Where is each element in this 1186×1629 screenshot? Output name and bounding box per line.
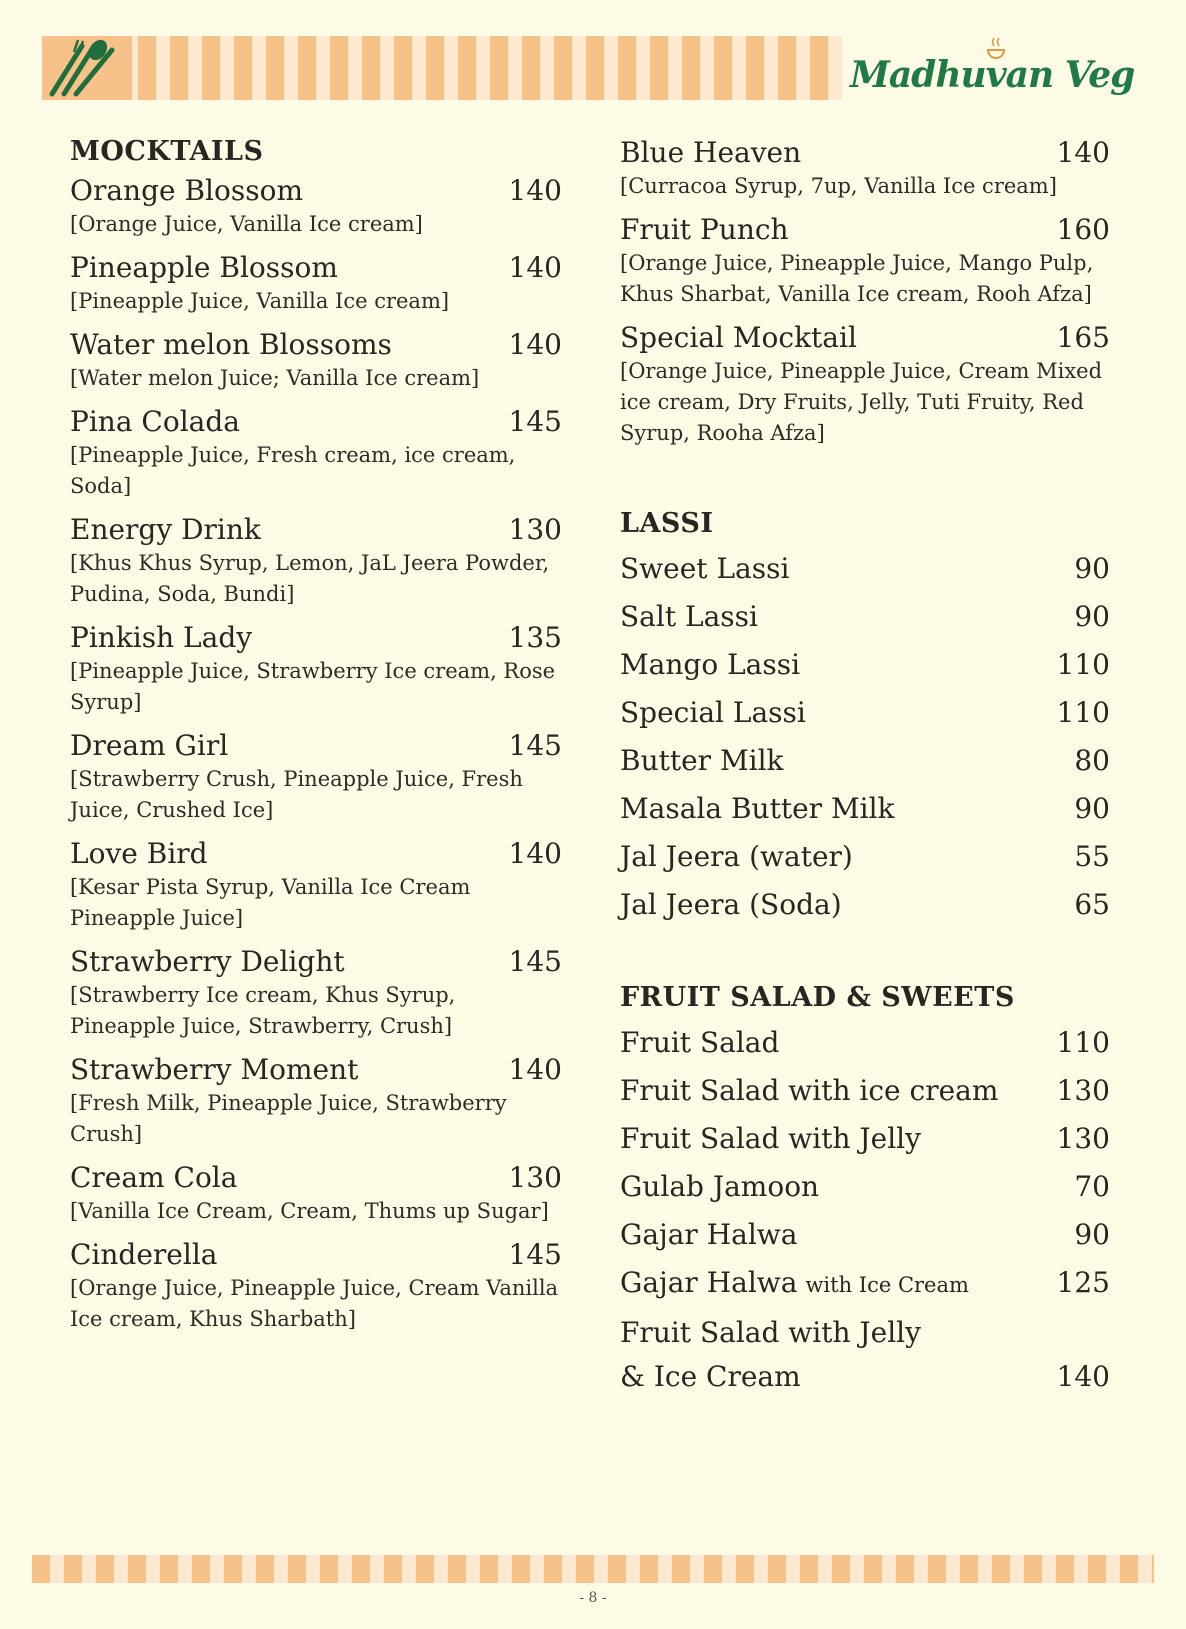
item-row	[620, 1259, 1110, 1309]
item-row	[620, 593, 1110, 641]
item-row	[70, 620, 562, 656]
menu-item	[620, 135, 1110, 202]
item-row	[70, 250, 562, 286]
item-row	[620, 320, 1110, 356]
item-name-suffix: with Ice Cream	[805, 1273, 969, 1297]
menu-item	[620, 833, 1110, 881]
item-price: 90	[1074, 792, 1110, 825]
item-name: Pineapple Blossom	[70, 251, 338, 284]
item-name: Jal Jeera (water)	[620, 840, 853, 873]
menu-item	[620, 320, 1110, 449]
menu-item	[70, 1237, 562, 1335]
item-price: 130	[1056, 1122, 1110, 1155]
menu-item	[70, 728, 562, 826]
menu-item-fruit-salad-jelly-ice-cream	[620, 1309, 1110, 1397]
item-name: Energy Drink	[70, 513, 261, 546]
item-name: Gulab Jamoon	[620, 1170, 820, 1203]
item-name-line2: & Ice Cream	[620, 1360, 801, 1393]
item-name: Pinkish Lady	[70, 621, 253, 654]
menu-item	[620, 1211, 1110, 1259]
item-name: Sweet Lassi	[620, 552, 790, 585]
item-price: 110	[1056, 696, 1110, 729]
item-price: 145	[508, 729, 562, 762]
brand-name: Madhuvan Veg	[850, 54, 1135, 96]
item-name-line1: Fruit Salad with Jelly	[620, 1316, 921, 1349]
item-name: Fruit Salad with Jelly	[620, 1122, 921, 1155]
menu-item	[620, 1115, 1110, 1163]
menu-item	[620, 1067, 1110, 1115]
menu-item	[620, 641, 1110, 689]
item-price: 65	[1074, 888, 1110, 921]
right-column	[620, 135, 1110, 1397]
item-name: Masala Butter Milk	[620, 792, 895, 825]
item-price: 110	[1056, 1026, 1110, 1059]
section-title-lassi: LASSI	[620, 508, 714, 539]
page-number: - 8 -	[579, 1590, 607, 1606]
item-name: Strawberry Delight	[70, 945, 345, 978]
footer-stripe-band	[32, 1555, 1154, 1583]
menu-item	[70, 512, 562, 610]
item-row	[620, 1019, 1110, 1067]
item-price: 55	[1074, 840, 1110, 873]
item-description: [Orange Juice, Pineapple Juice, Cream Mixed ice cream, Dry Fruits, Jelly, Tuti Fruity, Red Syrup, Rooha Afza]	[620, 359, 1103, 445]
item-price: 130	[508, 1161, 562, 1194]
item-row	[70, 173, 562, 209]
item-row	[620, 1067, 1110, 1115]
item-price: 160	[1056, 213, 1110, 246]
menu-item	[70, 173, 562, 240]
item-price: 80	[1074, 744, 1110, 777]
item-description: [Water melon Juice; Vanilla Ice cream]	[70, 366, 480, 390]
item-row	[620, 689, 1110, 737]
item-row	[620, 1309, 1110, 1357]
item-row	[70, 327, 562, 363]
menu-item	[620, 785, 1110, 833]
item-row	[620, 641, 1110, 689]
item-name: Gajar Halwa	[620, 1218, 798, 1251]
item-name: Cream Cola	[70, 1161, 238, 1194]
item-description: [Vanilla Ice Cream, Cream, Thums up Sugar]	[70, 1199, 549, 1223]
item-price: 165	[1056, 321, 1110, 354]
menu-item	[620, 545, 1110, 593]
item-description: [Strawberry Crush, Pineapple Juice, Fresh Juice, Crushed Ice]	[70, 767, 523, 822]
menu-item	[620, 737, 1110, 785]
item-name: Orange Blossom	[70, 174, 303, 207]
item-price: 90	[1074, 1218, 1110, 1251]
item-row	[620, 833, 1110, 881]
sweets-list	[620, 1019, 1110, 1309]
logo-box	[42, 36, 132, 100]
menu-item	[620, 689, 1110, 737]
item-price: 135	[508, 621, 562, 654]
item-name: Strawberry Moment	[70, 1053, 359, 1086]
menu-item	[70, 250, 562, 317]
fork-spoon-knife-icon	[42, 36, 132, 100]
menu-item	[620, 593, 1110, 641]
mocktails-section	[70, 135, 562, 1345]
item-name: Blue Heaven	[620, 136, 802, 169]
item-price: 140	[508, 1053, 562, 1086]
item-price: 90	[1074, 600, 1110, 633]
item-name: Fruit Salad with ice cream	[620, 1074, 999, 1107]
item-price: 140	[508, 174, 562, 207]
menu-item	[620, 212, 1110, 310]
menu-item	[70, 404, 562, 502]
item-description: [Curracoa Syrup, 7up, Vanilla Ice cream]	[620, 174, 1057, 198]
item-description: [Strawberry Ice cream, Khus Syrup, Pineapple Juice, Strawberry, Crush]	[70, 983, 456, 1038]
item-price: 145	[508, 945, 562, 978]
item-price: 140	[508, 837, 562, 870]
item-description: [Kesar Pista Syrup, Vanilla Ice Cream Pineapple Juice]	[70, 875, 471, 930]
menu-item	[620, 1259, 1110, 1309]
item-price: 140	[508, 251, 562, 284]
item-name: Fruit Punch	[620, 213, 789, 246]
item-row	[620, 1357, 1110, 1397]
item-price: 90	[1074, 552, 1110, 585]
item-description: [Khus Khus Syrup, Lemon, JaL Jeera Powder, Pudina, Soda, Bundi]	[70, 551, 550, 606]
item-row	[70, 836, 562, 872]
item-price: 145	[508, 1238, 562, 1271]
item-row	[620, 1163, 1110, 1211]
item-price: 140	[1056, 136, 1110, 169]
item-description: [Pineapple Juice, Fresh cream, ice cream, Soda]	[70, 443, 516, 498]
item-description: [Orange Juice, Vanilla Ice cream]	[70, 212, 423, 236]
item-price: 70	[1074, 1170, 1110, 1203]
item-name: Butter Milk	[620, 744, 784, 777]
item-price: 110	[1056, 648, 1110, 681]
item-row	[620, 135, 1110, 171]
item-price: 130	[1056, 1074, 1110, 1107]
item-price: 145	[508, 405, 562, 438]
item-row	[620, 737, 1110, 785]
section-title-mocktails: MOCKTAILS	[70, 136, 264, 167]
item-row	[620, 881, 1110, 929]
item-row	[70, 1160, 562, 1196]
item-name: Fruit Salad	[620, 1026, 780, 1059]
menu-item	[70, 944, 562, 1042]
item-description: [Fresh Milk, Pineapple Juice, Strawberry Crush]	[70, 1091, 507, 1146]
menu-item	[70, 1160, 562, 1227]
item-description: [Pineapple Juice, Vanilla Ice cream]	[70, 289, 450, 313]
section-title-sweets: FRUIT SALAD & SWEETS	[620, 982, 1015, 1013]
item-row	[70, 1237, 562, 1273]
menu-item	[70, 327, 562, 394]
item-name: Salt Lassi	[620, 600, 758, 633]
item-row	[620, 545, 1110, 593]
header-stripe-band	[42, 36, 842, 100]
menu-item	[620, 1019, 1110, 1067]
item-price: 140	[1056, 1360, 1110, 1393]
mocktails-continued-list	[620, 135, 1110, 449]
menu-item	[620, 881, 1110, 929]
item-row	[620, 212, 1110, 248]
item-row	[620, 1115, 1110, 1163]
menu-item	[70, 1052, 562, 1150]
menu-item	[70, 620, 562, 718]
menu-item	[70, 836, 562, 934]
item-name: Water melon Blossoms	[70, 328, 392, 361]
item-price: 125	[1056, 1266, 1110, 1299]
item-name: Special Lassi	[620, 696, 806, 729]
item-name: Cinderella	[70, 1238, 218, 1271]
item-name: Mango Lassi	[620, 648, 801, 681]
mocktails-list	[70, 173, 562, 1335]
item-row	[70, 512, 562, 548]
item-row	[70, 404, 562, 440]
item-row	[620, 1211, 1110, 1259]
item-description: [Pineapple Juice, Strawberry Ice cream, Rose Syrup]	[70, 659, 556, 714]
item-name: Jal Jeera (Soda)	[620, 888, 842, 921]
lassi-list	[620, 545, 1110, 929]
item-name: Gajar Halwa	[620, 1266, 798, 1299]
brand-logo	[850, 46, 1150, 106]
item-name: Pina Colada	[70, 405, 240, 438]
item-price: 140	[508, 328, 562, 361]
item-name: Special Mocktail	[620, 321, 857, 354]
item-description: [Orange Juice, Pineapple Juice, Mango Pulp, Khus Sharbat, Vanilla Ice cream, Rooh Afza]	[620, 251, 1094, 306]
item-row	[70, 1052, 562, 1088]
menu-item	[620, 1163, 1110, 1211]
item-row	[70, 944, 562, 980]
item-row	[70, 728, 562, 764]
item-price: 130	[508, 513, 562, 546]
item-row	[620, 785, 1110, 833]
item-name: Love Bird	[70, 837, 208, 870]
item-name: Dream Girl	[70, 729, 229, 762]
item-description: [Orange Juice, Pineapple Juice, Cream Vanilla Ice cream, Khus Sharbath]	[70, 1276, 559, 1331]
